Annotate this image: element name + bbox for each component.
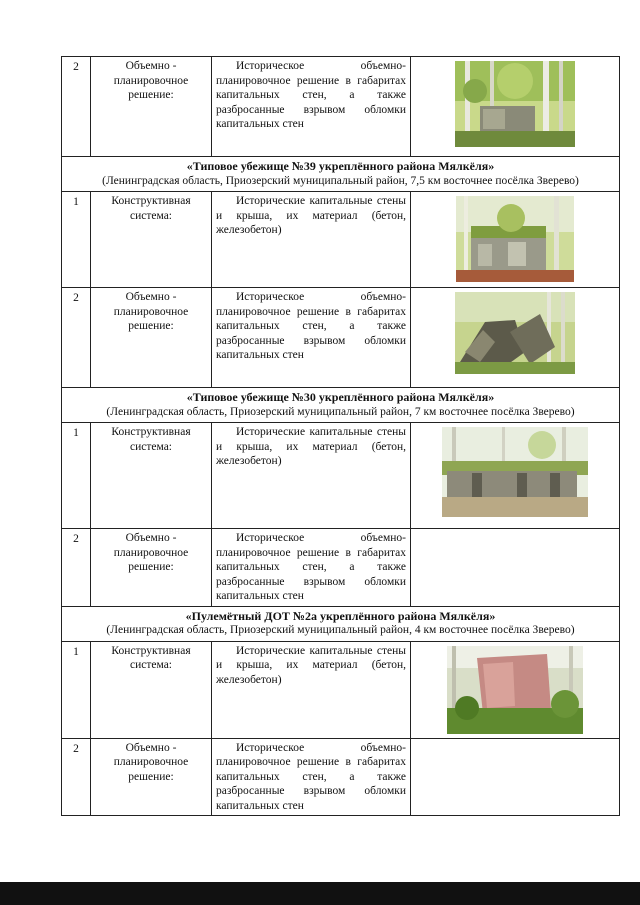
section-header-row [62, 388, 620, 423]
row-photo-cell [411, 57, 620, 157]
section-location: (Ленинградская область, Приозерский муниципальный район, 7,5 км восточнее посёлка Зверево) [102, 174, 579, 187]
table-row [62, 57, 620, 157]
row-description: Исторические капитальные стены и крыша, их материал (бетон, железобетон) [212, 192, 411, 288]
table-row [62, 423, 620, 529]
document-table-wrapper [61, 56, 617, 816]
section-location: (Ленинградская область, Приозерский муниципальный район, 7 км восточнее посёлка Зверево) [106, 405, 575, 418]
row-description: Историческое объемно-планировочное решение в габаритах капитальных стен, а также разбросанные взрывом обломки капитальных стен [212, 288, 411, 388]
table-row [62, 641, 620, 738]
row-description: Историческое объемно-планировочное решение в габаритах капитальных стен, а также разбросанные взрывом обломки капитальных стен [212, 529, 411, 607]
row-number: 1 [62, 423, 91, 529]
row-property: Конструктивная система: [91, 641, 212, 738]
row-photo-cell [411, 192, 620, 288]
bunker-wall-photo [456, 196, 574, 282]
forest-ruins-photo [455, 61, 575, 147]
row-photo-cell-empty [411, 529, 620, 607]
section-header [62, 388, 620, 423]
section-header [62, 606, 620, 641]
row-number: 1 [62, 641, 91, 738]
pillbox-wall-photo [447, 646, 583, 734]
table-row [62, 192, 620, 288]
section-title: «Пулемётный ДОТ №2а укреплённого района Мялкёля» [185, 608, 496, 623]
scan-bottom-edge [0, 882, 640, 905]
row-photo-cell [411, 641, 620, 738]
section-header-row [62, 606, 620, 641]
row-property: Объемно - планировочное решение: [91, 529, 212, 607]
heritage-elements-table [61, 56, 620, 816]
shelter-walls-photo [442, 427, 588, 517]
table-row [62, 738, 620, 816]
row-property: Конструктивная система: [91, 192, 212, 288]
row-description: Исторические капитальные стены и крыша, их материал (бетон, железобетон) [212, 641, 411, 738]
section-title: «Типовое убежище №30 укреплённого района Мялкёля» [186, 390, 495, 404]
table-row [62, 529, 620, 607]
section-header-row [62, 157, 620, 192]
row-property: Конструктивная система: [91, 423, 212, 529]
row-number: 2 [62, 288, 91, 388]
table-row [62, 288, 620, 388]
row-number: 2 [62, 57, 91, 157]
row-number: 1 [62, 192, 91, 288]
row-number: 2 [62, 529, 91, 607]
row-property: Объемно - планировочное решение: [91, 288, 212, 388]
row-description: Историческое объемно-планировочное решение в габаритах капитальных стен, а также разбросанные взрывом обломки капитальных стен [212, 57, 411, 157]
row-number: 2 [62, 738, 91, 816]
row-photo-cell-empty [411, 738, 620, 816]
section-header [62, 157, 620, 192]
section-title: «Типовое убежище №39 укреплённого района Мялкёля» [186, 159, 495, 173]
row-property: Объемно - планировочное решение: [91, 57, 212, 157]
row-photo-cell [411, 288, 620, 388]
row-photo-cell [411, 423, 620, 529]
row-description: Историческое объемно-планировочное решение в габаритах капитальных стен, а также разбросанные взрывом обломки капитальных стен [212, 738, 411, 816]
row-property: Объемно - планировочное решение: [91, 738, 212, 816]
broken-blocks-photo [455, 292, 575, 374]
section-location: (Ленинградская область, Приозерский муниципальный район, 4 км восточнее посёлка Зверево) [106, 624, 575, 636]
row-description: Исторические капитальные стены и крыша, их материал (бетон, железобетон) [212, 423, 411, 529]
